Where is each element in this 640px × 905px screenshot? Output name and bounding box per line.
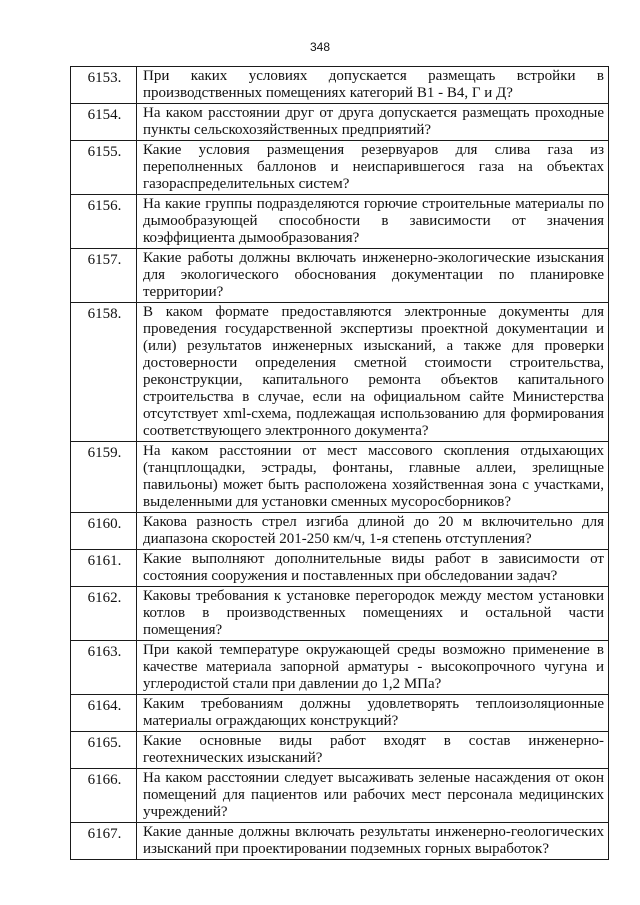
question-number: 6157.	[71, 249, 137, 303]
table-row	[71, 195, 609, 249]
question-number: 6154.	[71, 104, 137, 141]
table-row	[71, 303, 609, 442]
question-text: На каком расстоянии следует высаживать зеленые насаждения от окон помещений для пациентов или рабочих мест персонала медицинских учреждений?	[137, 769, 609, 823]
question-text: На какие группы подразделяются горючие строительные материалы по дымообразующей способности в зависимости от значения коэффициента дымообразования?	[137, 195, 609, 249]
page-number: 348	[309, 40, 331, 54]
table-row	[71, 513, 609, 550]
questions-table	[70, 66, 609, 860]
question-text: Каким требованиям должны удовлетворять теплоизоляционные материалы ограждающих конструкций?	[137, 695, 609, 732]
table-row	[71, 141, 609, 195]
table-row	[71, 442, 609, 513]
question-text: Какие условия размещения резервуаров для слива газа из переполненных баллонов и неиспарившегося газа на объектах газораспределительных систем?	[137, 141, 609, 195]
table-row	[71, 67, 609, 104]
table-row	[71, 587, 609, 641]
question-text: Какие основные виды работ входят в состав инженерно-геотехнических изысканий?	[137, 732, 609, 769]
question-number: 6162.	[71, 587, 137, 641]
question-text: При какой температуре окружающей среды возможно применение в качестве материала запорной арматуры - высокопрочного чугуна и углеродистой стали при давлении до 1,2 МПа?	[137, 641, 609, 695]
question-text: При каких условиях допускается размещать встройки в производственных помещениях категорий В1 - В4, Г и Д?	[137, 67, 609, 104]
question-number: 6153.	[71, 67, 137, 104]
table-row	[71, 695, 609, 732]
question-number: 6166.	[71, 769, 137, 823]
question-number: 6159.	[71, 442, 137, 513]
question-number: 6158.	[71, 303, 137, 442]
question-number: 6164.	[71, 695, 137, 732]
question-number: 6165.	[71, 732, 137, 769]
table-row	[71, 732, 609, 769]
question-text: Какие данные должны включать результаты инженерно-геологических изысканий при проектировании подземных горных выработок?	[137, 823, 609, 860]
table-row	[71, 249, 609, 303]
question-number: 6163.	[71, 641, 137, 695]
question-number: 6160.	[71, 513, 137, 550]
question-text: В каком формате предоставляются электронные документы для проведения государственной экспертизы проектной документации и (или) результатов инженерных изысканий, а также для проверки достоверности определения сметной стоимости строительства, реконструкции, капитального ремонта объектов капитального строительства в случае, если на официальном сайте Министерства отсутствует xml-схема, подлежащая использованию для формирования соответствующего электронного документа?	[137, 303, 609, 442]
question-number: 6161.	[71, 550, 137, 587]
question-number: 6155.	[71, 141, 137, 195]
question-text: На каком расстоянии от мест массового скопления отдыхающих (танцплощадки, эстрады, фонтаны, главные аллеи, зрелищные павильоны) может быть расположена хозяйственная зона с участками, выделенными для установки сменных мусоросборников?	[137, 442, 609, 513]
question-text: Какова разность стрел изгиба длиной до 20 м включительно для диапазона скоростей 201-250 км/ч, 1-я степень отступления?	[137, 513, 609, 550]
question-text: На каком расстоянии друг от друга допускается размещать проходные пункты сельскохозяйственных предприятий?	[137, 104, 609, 141]
table-row	[71, 769, 609, 823]
table-row	[71, 550, 609, 587]
question-text: Каковы требования к установке перегородок между местом установки котлов в производственных помещениях и остальной части помещения?	[137, 587, 609, 641]
question-text: Какие выполняют дополнительные виды работ в зависимости от состояния сооружения и поставленных при обследовании задач?	[137, 550, 609, 587]
question-number: 6156.	[71, 195, 137, 249]
question-text: Какие работы должны включать инженерно-экологические изыскания для экологического обоснования документации по планировке территории?	[137, 249, 609, 303]
table-row	[71, 104, 609, 141]
table-row	[71, 641, 609, 695]
table-row	[71, 823, 609, 860]
question-number: 6167.	[71, 823, 137, 860]
